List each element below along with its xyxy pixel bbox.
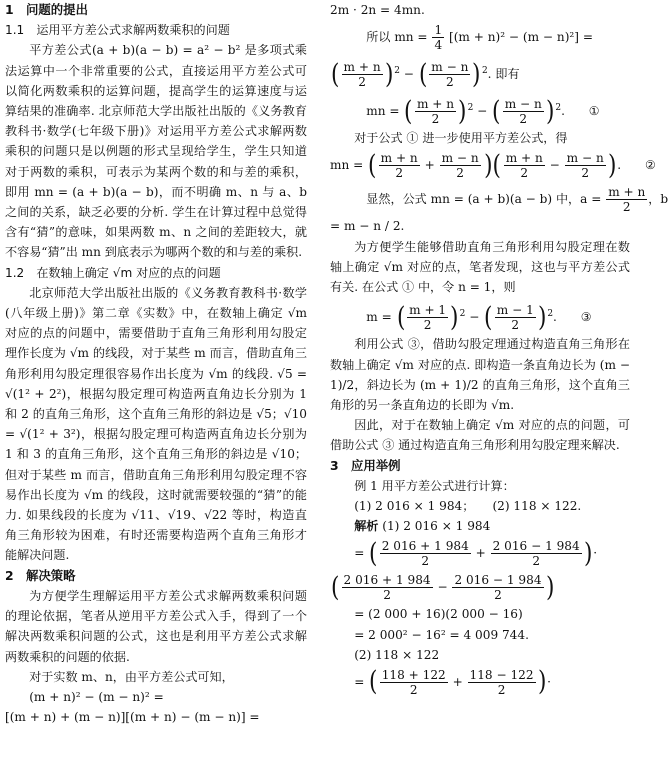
paragraph-1: 平方差公式(a + b)(a − b) = a² − b² 是多项式乘法运算中一个非常重要的公式，直接运用平方差公式可以简化两数乘积的运算问题，提高学生的运算速度与运算结果的准确率. 北京师范大学出版社出版的《义务教育教科书·数学(七年级下册)》对运用平方差公式求解两数乘积的问题只是以例题的形式呈现给学生，学生只知道对于两数的乘积，可表示为某两个数的和与差的乘积，即用 mn = (a + b)(a − b)，而不明确 m、n 与 a、b 之间的关系，缺乏必要的分析. 学生在计算过程中总觉得含有“猜”的意味，如果两数 m、n 之间的差距较大，就不容易“猜”出 mn 到底表示为哪两个数的和与差的乘积. [5, 43, 307, 260]
paragraph-r7 [330, 182, 668, 216]
subsection-heading-1-1: 1.1 运用平方差公式求解两数乘积的问题 [5, 23, 230, 38]
solution-1 [330, 516, 630, 536]
paragraph-6: 利用公式 ③，借助勾股定理通过构造直角三角形在数轴上确定 √m 对应的点. 即构造一条直角边长为 (m − 1)/2，斜边长为 (m + 1)/2 的直角三角形，这个直角三角形的另一条直角边的长即为 √m. [330, 337, 630, 412]
fraction: $\frac{2 016 + 1 984}{2}$ [343, 573, 431, 603]
equation-2: mn = ( $\frac{m + n}{2}$ + $\frac{m - n}{2}$ )( $\frac{m + n}{2}$ − $\frac{m - n}{2}$ ). ② [330, 149, 656, 181]
solution-2-step-a: = ( $\frac{118 + 122}{2}$ + $\frac{118 - 122}{2}$ )· [354, 666, 551, 698]
fraction: $\frac{m + n}{2}$ [608, 185, 646, 215]
paragraph-r5: 对于公式 ① 进一步使用平方差公式，得 [354, 131, 568, 146]
section-heading-1: 1 问题的提出 [5, 2, 88, 17]
solution-1-step-d: = 2 000² − 16² = 4 009 744. [354, 627, 529, 642]
fraction: $\frac{m + n}{2}$ [416, 97, 455, 127]
fraction: $\frac{m + n}{2}$ [505, 151, 543, 181]
right-column [330, 0, 668, 699]
fraction: $\frac{m - n}{2}$ [441, 151, 479, 181]
paragraph-r8: = m − n / 2. [330, 219, 405, 234]
paragraph-7: 因此，对于在数轴上确定 √m 对应的点的问题，可借助公式 ③ 通过构造直角三角形利用勾股定理来解决. [330, 418, 630, 453]
eq-text: mn = [366, 104, 400, 119]
solution-1-step-a: = ( $\frac{2 016 + 1 984}{2}$ + $\frac{2 016 - 1 984}{2}$ )· [354, 537, 598, 569]
eq-text: 显然，公式 mn = (a + b)(a − b) 中，a = [366, 192, 602, 207]
fraction: $\frac{118 - 122}{2}$ [469, 667, 534, 697]
paragraph-4: 对于实数 m、n，由平方差公式可知， [29, 669, 234, 684]
fraction: $\frac{m + n}{2}$ [380, 151, 418, 181]
solution-1-step-c: = (2 000 + 16)(2 000 − 16) [354, 607, 523, 622]
left-column [5, 0, 307, 727]
eq-text: [(m + n)² − (m − n)²] = [449, 30, 593, 45]
example-1: 例 1 用平方差公式进行计算： [354, 478, 515, 493]
equation-1: mn = ( $\frac{m + n}{2}$ )$^2$ − ( $\frac{m - n}{2}$ )$^2$. ① [366, 95, 600, 127]
equation-tag-2: ② [645, 158, 656, 173]
fraction: $\frac{2 016 + 1 984}{2}$ [381, 539, 469, 569]
fraction: $\frac{1}{4}$ [434, 23, 443, 53]
fraction: $\frac{m - n}{2}$ [431, 60, 469, 90]
example-1-items: (1) 2 016 × 1 984； (2) 118 × 122. [354, 498, 582, 513]
eq-text: . 即有 [487, 67, 520, 82]
equation-tag-3: ③ [580, 310, 592, 325]
paragraph-3: 为方便学生理解运用平方差公式求解两数乘积问题的理论依据，笔者从逆用平方差公式入手，得到了一个解决两数乘积问题的公式，这也是利用平方差公式求解两数乘积的问题的依据. [5, 588, 307, 664]
fraction: $\frac{118 + 122}{2}$ [381, 667, 446, 697]
section-heading-2: 2 解决策略 [5, 567, 76, 583]
fraction: $\frac{m - n}{2}$ [566, 151, 604, 181]
fraction: $\frac{2 016 - 1 984}{2}$ [492, 539, 580, 569]
equation-tag-1: ① [588, 104, 600, 119]
section-heading-3: 3 应用举例 [330, 457, 401, 473]
solution-label: 解析 [354, 519, 379, 534]
equation-r3: ( $\frac{m + n}{2}$ )$^2$ − ( $\frac{m - n}{2}$ )$^2$. 即有 [331, 58, 520, 90]
subsection-heading-1-2: 1.2 在数轴上确定 √m 对应的点的问题 [5, 265, 221, 280]
equation-r2 [330, 20, 630, 54]
fraction: $\frac{m - n}{2}$ [504, 97, 542, 127]
fraction: $\frac{m - 1}{2}$ [496, 303, 534, 333]
fraction: $\frac{m + 1}{2}$ [409, 303, 447, 333]
solution-2: (2) 118 × 122 [354, 647, 440, 662]
fraction: $\frac{m + n}{2}$ [343, 60, 381, 90]
eq-text: ，b [648, 192, 668, 207]
paragraph-2: 北京师范大学出版社出版的《义务教育教科书·数学(八年级上册)》第二章《实数》中，在数轴上确定 √m 对应的点的问题中，需要借助于直角三角形利用勾股定理作长度为 √m 的线段，对于某些 m 而言，借助直角三角形利用勾股定理很容易作出长度为 √m 的线段. √5 = √(1² + 2²)，根据勾股定理可构造两直角边长分别为 1 和 2 的直角三角形，这个直角三角形的斜边是 √5；√10 = √(1² + 3²)，根据勾股定理可构造两直角边长分别为 1 和 3 的直角三角形，这个直角三角形的斜边是 √10；但对于某些 m 而言，借助直角三角形利用勾股定理不容易作出长度为 √m 的线段，这时就需要较强的“猜”的能力. 如果线段的长度为 √11、√19、√22 等时，构造直角三角形较为困难，有时还需要构造两个直角三角形才能解决问题. [5, 285, 307, 563]
equation-line-a: (m + n)² − (m − n)² = [29, 689, 164, 704]
solution-1-step-b: ( $\frac{2 016 + 1 984}{2}$ − $\frac{2 016 - 1 984}{2}$ ) [331, 571, 555, 603]
equation-3: m = ( $\frac{m + 1}{2}$ )$^2$ − ( $\frac{m - 1}{2}$ )$^2$. ③ [366, 301, 592, 333]
equation-line-b: [(m + n) + (m − n)][(m + n) − (m − n)] = [5, 710, 260, 725]
fraction: $\frac{2 016 - 1 984}{2}$ [454, 573, 542, 603]
eq-text: (1) 2 016 × 1 984 [382, 519, 491, 534]
equation-r1: 2m · 2n = 4mn. [330, 3, 425, 17]
eq-text: 所以 mn = [366, 30, 428, 45]
paragraph-5: 为方便学生能够借助直角三角形利用勾股定理在数轴上确定 √m 对应的点，笔者发现，这也与平方差公式有关. 在公式 ① 中，令 n = 1，则 [330, 239, 630, 295]
